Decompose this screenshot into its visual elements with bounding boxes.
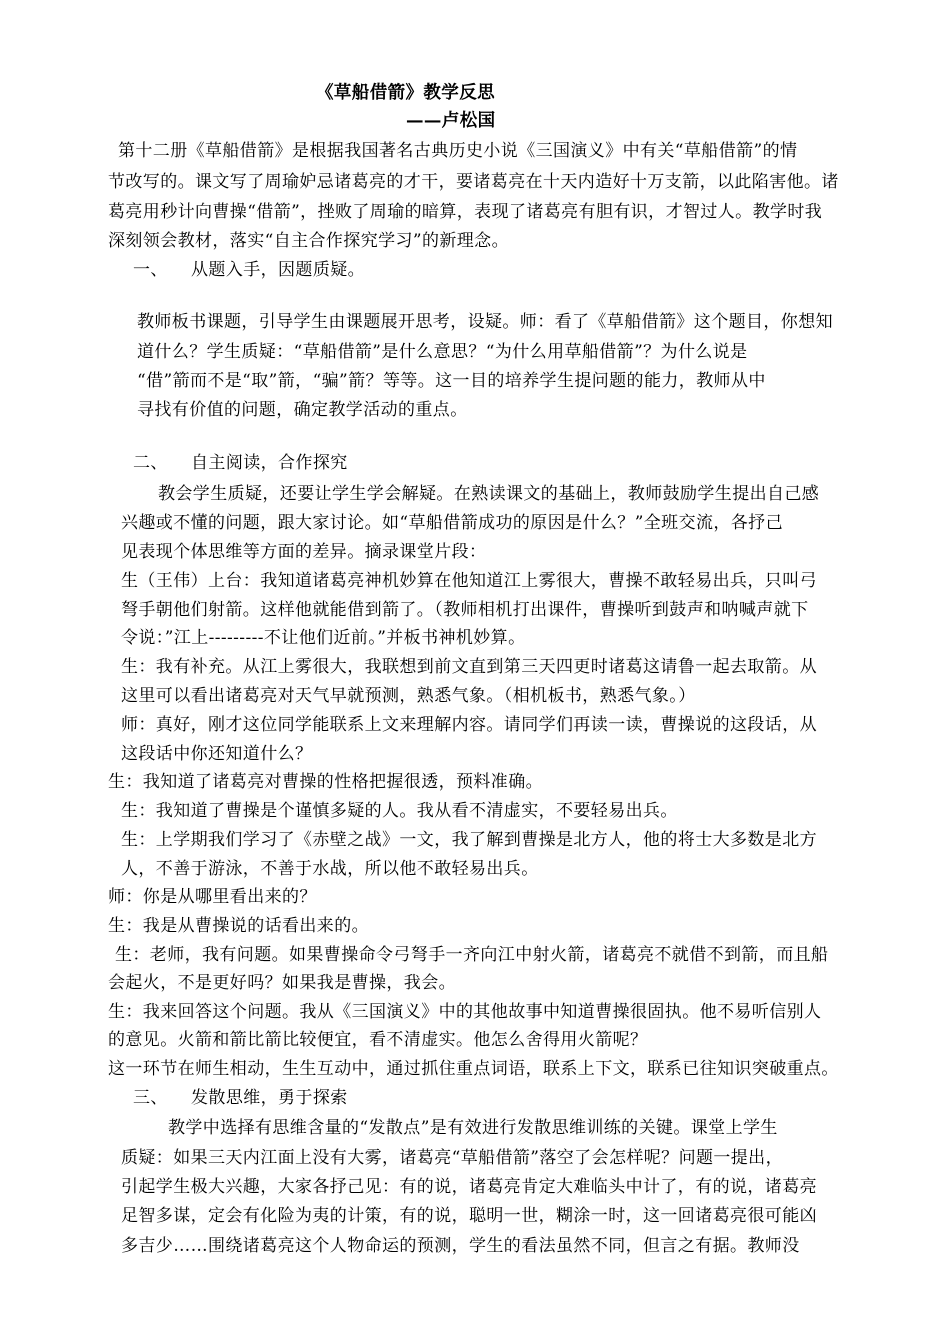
document-author: ——卢松国 (406, 111, 496, 131)
intro-line-3: 葛亮用秒计向曹操“借箭”，挫败了周瑜的暗算，表现了诸葛亮有胆有识，才智过人。教学时我 (108, 202, 823, 222)
dialog-line-1: 生（王伟）上台：我知道诸葛亮神机妙算在他知道江上雾很大，曹操不敢轻易出兵，只叫弓 (121, 571, 817, 591)
section-3-heading: 三、 发散思维，勇于探索 (133, 1088, 348, 1108)
dialog-line-3: 令说：”江上---------不让他们近前。”并板书神机妙算。 (121, 628, 526, 648)
dialog-line-7: 这段话中你还知道什么？ (121, 744, 313, 764)
section-3-line-5: 多吉少……围绕诸葛亮这个人物命运的预测，学生的看法虽然不同，但言之有据。教师没 (121, 1236, 800, 1256)
section-3-line-1: 教学中选择有思维含量的“发散点”是有效进行发散思维训练的关键。课堂上学生 (168, 1118, 778, 1138)
intro-line-1: 第十二册《草船借箭》是根据我国著名古典历史小说《三国演义》中有关“草船借箭”的情 (118, 141, 798, 161)
dialog-line-16: 生：我来回答这个问题。我从《三国演义》中的其他故事中知道曹操很固执。他不易听信别人 (108, 1002, 822, 1022)
section-1-heading: 一、 从题入手，因题质疑。 (133, 260, 366, 280)
dialog-line-2: 弩手朝他们射箭。这样他就能借到箭了。（教师相机打出课件，曹操听到鼓声和呐喊声就下 (121, 600, 809, 620)
section-1-line-2: 道什么？学生质疑：“草船借箭”是什么意思？“为什么用草船借箭”？为什么说是 (137, 342, 748, 362)
dialog-line-14: 生：老师，我有问题。如果曹操命令弓弩手一齐向江中射火箭，诸葛亮不就借不到箭，而且船 (115, 945, 829, 965)
dialog-line-12: 师：你是从哪里看出来的？ (108, 887, 317, 907)
dialog-line-18: 这一环节在师生相动，生生互动中，通过抓住重点词语，联系上下文，联系已往知识突破重点。 (108, 1059, 839, 1079)
dialog-line-9: 生：我知道了曹操是个谨慎多疑的人。我从看不清虚实，不要轻易出兵。 (121, 801, 678, 821)
dialog-line-10: 生：上学期我们学习了《赤壁之战》一文，我了解到曹操是北方人，他的将士大多数是北方 (121, 830, 817, 850)
dialog-line-6: 师：真好，刚才这位同学能联系上文来理解内容。请同学们再读一读，曹操说的这段话，从 (121, 715, 817, 735)
dialog-line-5: 这里可以看出诸葛亮对天气早就预测，熟悉气象。（相机板书，熟悉气象。） (121, 686, 696, 706)
section-1-line-1: 教师板书课题，引导学生由课题展开思考，设疑。师：看了《草船借箭》这个题目，你想知 (137, 312, 833, 332)
section-2-heading: 二、 自主阅读，合作探究 (133, 453, 348, 473)
section-2-line-1: 教会学生质疑，还要让学生学会解疑。在熟读课文的基础上，教师鼓励学生提出自己感 (158, 484, 820, 504)
section-3-line-4: 足智多谋，定会有化险为夷的计策，有的说，聪明一世，糊涂一时，这一回诸葛亮很可能凶 (121, 1206, 817, 1226)
section-3-line-3: 引起学生极大兴趣，大家各抒己见：有的说，诸葛亮肯定大难临头中计了，有的说，诸葛亮 (121, 1177, 817, 1197)
section-1-line-4: 寻找有价值的问题，确定教学活动的重点。 (137, 400, 468, 420)
section-1-line-3: “借”箭而不是“取”箭，“骗”箭？等等。这一目的培养学生提问题的能力，教师从中 (137, 371, 766, 391)
section-2-line-2: 兴趣或不懂的问题，跟大家讨论。如“草船借箭成功的原因是什么？”全班交流，各抒己 (121, 513, 783, 533)
dialog-line-11: 人，不善于游泳，不善于水战，所以他不敢轻易出兵。 (121, 859, 539, 879)
section-3-line-2: 质疑：如果三天内江面上没有大雾，诸葛亮“草船借箭”落空了会怎样呢？问题一提出， (121, 1148, 783, 1168)
section-2-line-3: 见表现个体思维等方面的差异。摘录课堂片段： (121, 542, 487, 562)
dialog-line-8: 生：我知道了诸葛亮对曹操的性格把握很透，预料准确。 (108, 772, 543, 792)
intro-line-4: 深刻领会教材，落实“自主合作探究学习”的新理念。 (108, 231, 509, 251)
dialog-line-17: 的意见。火箭和箭比箭比较便宜，看不清虚实。他怎么舍得用火箭呢？ (108, 1030, 648, 1050)
document-title: 《草船借箭》教学反思 (316, 83, 495, 103)
dialog-line-15: 会起火，不是更好吗？如果我是曹操，我会。 (108, 973, 456, 993)
intro-line-2: 节改写的。课文写了周瑜妒忌诸葛亮的才干，要诸葛亮在十天内造好十万支箭，以此陷害他。诸 (108, 172, 839, 192)
dialog-line-4: 生：我有补充。从江上雾很大，我联想到前文直到第三天四更时诸葛这请鲁一起去取箭。从 (121, 657, 817, 677)
dialog-line-13: 生：我是从曹操说的话看出来的。 (108, 916, 369, 936)
